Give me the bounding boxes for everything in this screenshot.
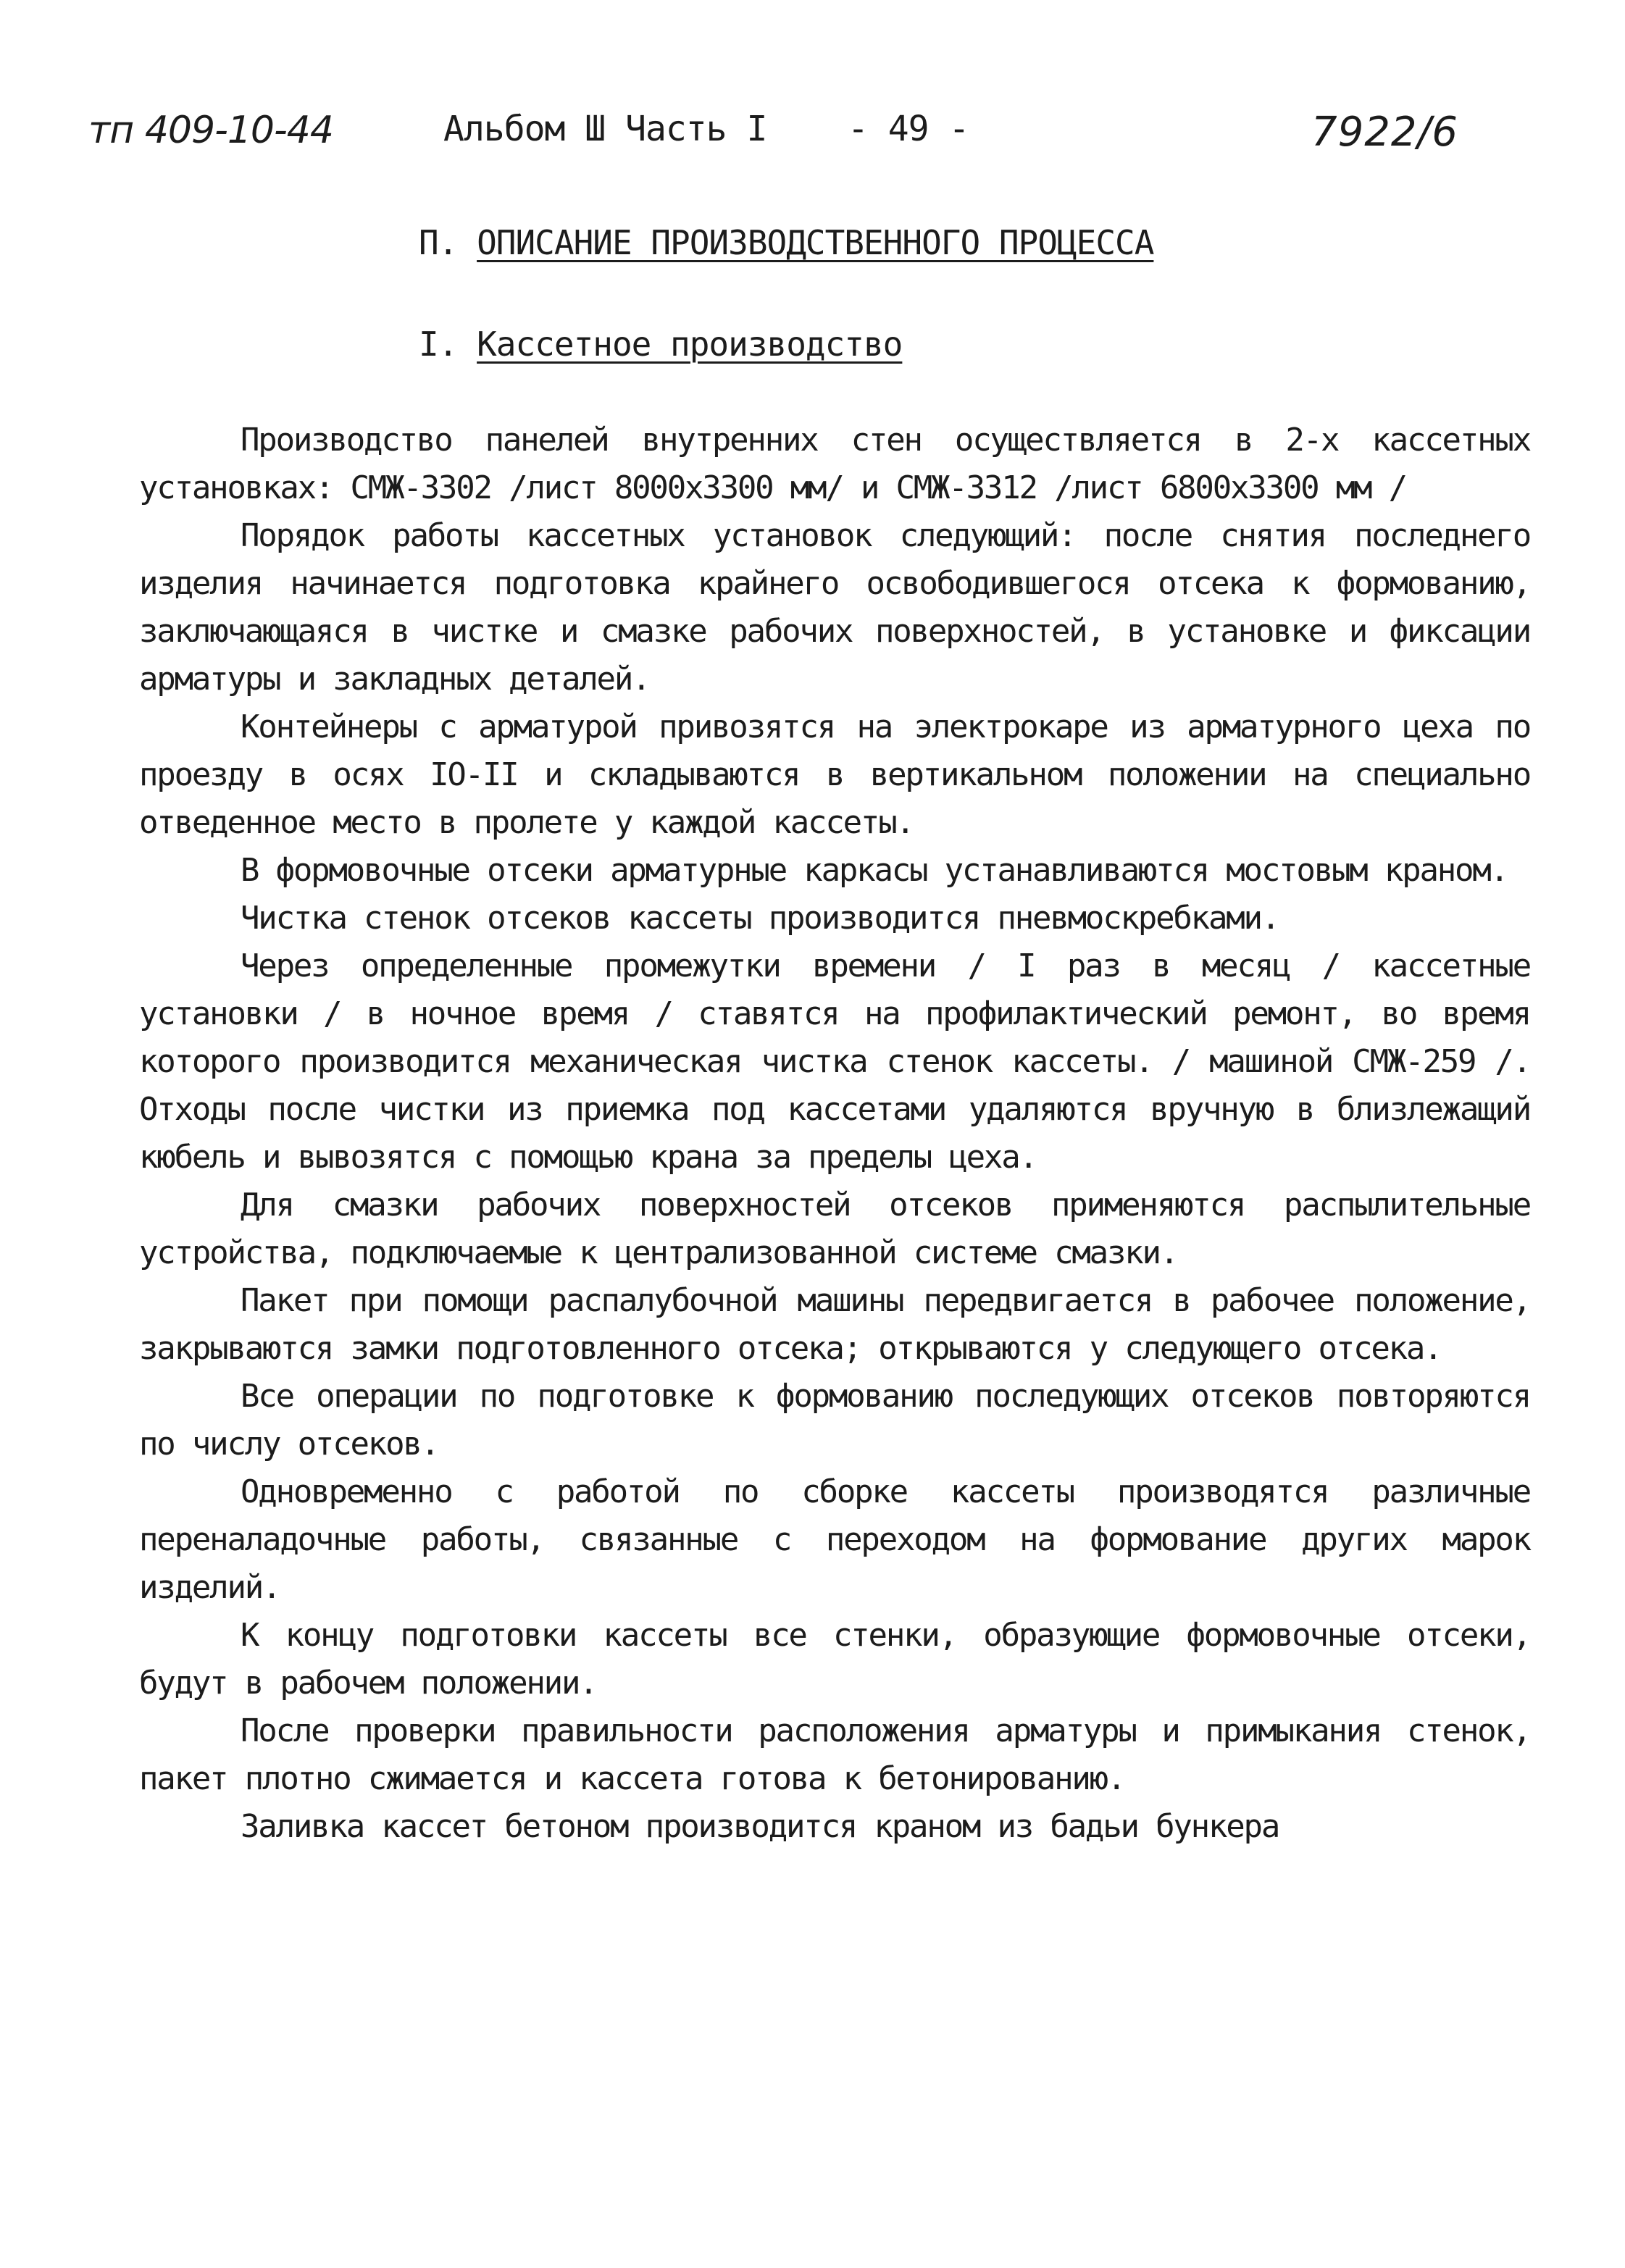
paragraph-7: Для смазки рабочих поверхностей отсеков применяются распылительные устройства, подключаемые к централизованной системе смазки.: [139, 1187, 1530, 1271]
page-header: [0, 109, 1625, 167]
body-text: [139, 417, 1530, 1851]
paragraph-2: Порядок работы кассетных установок следующий: после снятия последнего изделия начинается подготовка крайнего освободившегося отсека к формованию, заключающаяся в чистке и смазке рабочих поверхностей, в установке и фиксации арматуры и закладных деталей.: [139, 517, 1530, 698]
paragraph-4: В формовочные отсеки арматурные каркасы устанавливаются мостовым краном.: [241, 852, 1508, 889]
paragraph-5: Чистка стенок отсеков кассеты производится пневмоскребками.: [241, 900, 1279, 937]
paragraph-1: Производство панелей внутренних стен осуществляется в 2-х кассетных установках: СМЖ-3302 /лист 8000х3300 мм/ и СМЖ-3312 /лист 6800х3300 мм /: [139, 422, 1530, 506]
paragraph-12: После проверки правильности расположения арматуры и примыкания стенок, пакет плотно сжимается и кассета готова к бетонированию.: [139, 1712, 1530, 1797]
paragraph-11: К концу подготовки кассеты все стенки, образующие формовочные отсеки, будут в рабочем положении.: [139, 1617, 1530, 1702]
paragraph-3: Контейнеры с арматурой привозятся на электрокаре из арматурного цеха по проезду в осях IO-II и складываются в вертикальном положении на специально отведенное место в пролете у каждой кассеты.: [139, 708, 1530, 841]
subsection-title: Кассетное производство: [477, 325, 903, 364]
album-part: Альбом Ш Часть I: [443, 109, 767, 149]
section-heading: [419, 223, 1153, 262]
section-number: П.: [419, 223, 458, 262]
subsection-heading: [419, 325, 902, 364]
paragraph-6: Через определенные промежутки времени / I раз в месяц / кассетные установки / в ночное время / ставятся на профилактический ремонт, во время которого производится механическая чистка стенок кассеты. / машиной СМЖ-259 /. Отходы после чистки из приемка под кассетами удаляются вручную в близлежащий кюбель и вывозятся с помощью крана за пределы цеха.: [139, 947, 1530, 1176]
paragraph-13: Заливка кассет бетоном производится краном из бадьи бункера: [241, 1808, 1279, 1845]
doc-code: тп 409-10-44: [88, 109, 333, 152]
doc-number: 7922/6: [1311, 109, 1459, 156]
paragraph-9: Все операции по подготовке к формованию последующих отсеков повторяются по числу отсеков.: [139, 1378, 1530, 1463]
section-title: ОПИСАНИЕ ПРОИЗВОДСТВЕННОГО ПРОЦЕССА: [477, 223, 1154, 262]
subsection-number: I.: [419, 325, 458, 364]
header-center: [443, 109, 969, 149]
paragraph-10: Одновременно с работой по сборке кассеты производятся различные переналадочные работы, связанные с переходом на формование других марок изделий.: [139, 1473, 1530, 1606]
paragraph-8: Пакет при помощи распалубочной машины передвигается в рабочее положение, закрываются замки подготовленного отсека; открываются у следующего отсека.: [139, 1282, 1530, 1367]
page-number: - 49 -: [847, 109, 969, 149]
